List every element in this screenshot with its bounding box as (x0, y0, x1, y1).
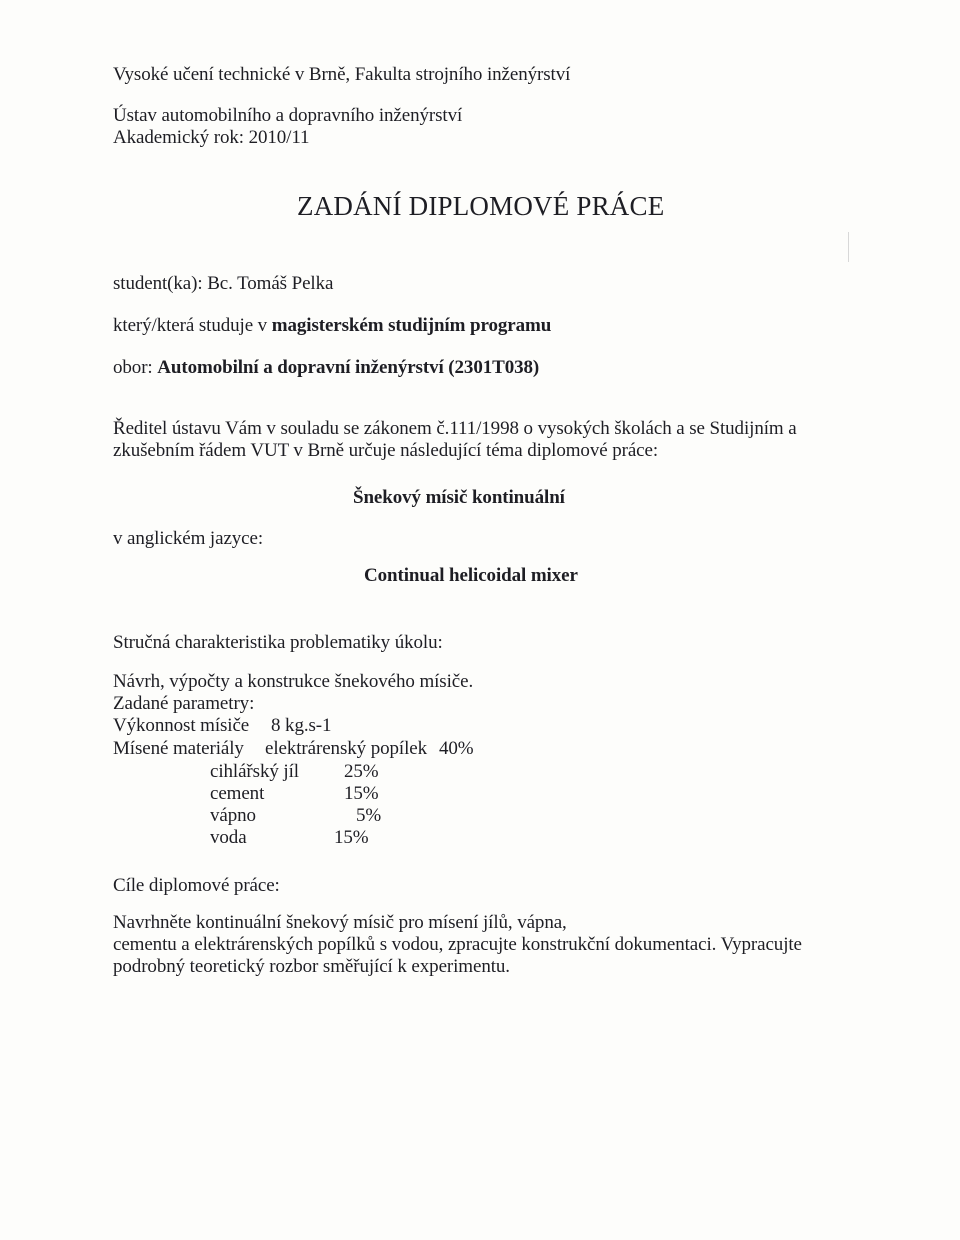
university-line: Vysoké učení technické v Brně, Fakulta strojního inženýrství (113, 64, 571, 85)
academic-year: Akademický rok: 2010/11 (113, 127, 310, 148)
field-value: Automobilní a dopravní inženýrství (157, 357, 444, 378)
goals-line-1: Navrhněte kontinuální šnekový mísič pro mísení jílů, vápna, (113, 912, 567, 933)
topic-czech: Šnekový mísič kontinuální (353, 487, 565, 508)
field-line (113, 357, 539, 379)
goals-heading: Cíle diplomové práce: (113, 875, 280, 896)
material-percent: 25% (344, 761, 379, 782)
material-percent: 5% (356, 805, 382, 826)
material-percent: 15% (334, 827, 369, 848)
student-label: student(ka): (113, 273, 208, 294)
characteristics-line: Návrh, výpočty a konstrukce šnekového mísiče. (113, 671, 474, 692)
program-label: který/která studuje v (113, 315, 272, 336)
student-line (113, 273, 333, 295)
english-label: v anglickém jazyce: (113, 528, 264, 549)
intro-line-1: Ředitel ústavu Vám v souladu se zákonem č.111/1998 o vysokých školách a se Studijním a (113, 418, 797, 439)
material-name: cement (210, 783, 265, 804)
performance-label: Výkonnost mísiče (113, 715, 250, 736)
characteristics-heading: Stručná charakteristika problematiky úkolu: (113, 632, 443, 653)
program-value: magisterském studijním programu (271, 315, 552, 336)
field-code: (2301T038) (443, 357, 540, 378)
student-name: Bc. Tomáš Pelka (207, 273, 334, 294)
material-name: voda (210, 827, 247, 848)
material-name: cihlářský jíl (210, 761, 299, 782)
material-name: vápno (210, 805, 256, 826)
field-label: obor: (113, 357, 158, 378)
material-percent: 15% (344, 783, 379, 804)
params-heading: Zadané parametry: (113, 693, 255, 714)
institute-line: Ústav automobilního a dopravního inženýrství (113, 105, 463, 126)
document-title: ZADÁNÍ DIPLOMOVÉ PRÁCE (297, 191, 665, 221)
goals-line-2: cementu a elektrárenských popílků s vodou, zpracujte konstrukční dokumentaci. Vypracujte (113, 934, 802, 955)
scan-artifact (848, 232, 849, 262)
materials-label: Mísené materiály (113, 738, 244, 759)
material-name: elektrárenský popílek (265, 738, 427, 759)
material-percent: 40% (439, 738, 474, 759)
goals-line-3: podrobný teoretický rozbor směřující k experimentu. (113, 956, 510, 977)
topic-english: Continual helicoidal mixer (364, 565, 578, 586)
intro-line-2: zkušebním řádem VUT v Brně určuje následující téma diplomové práce: (113, 440, 659, 461)
program-line (113, 315, 551, 337)
performance-value: 8 kg.s-1 (271, 715, 332, 736)
